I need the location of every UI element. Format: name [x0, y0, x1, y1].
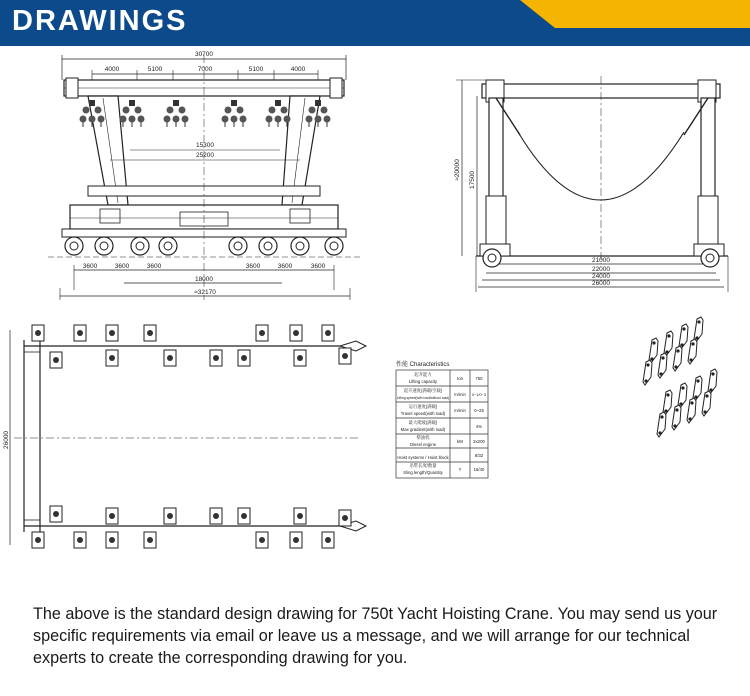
row-5-unit: kW — [456, 439, 464, 444]
dim-height-lift: 17500 — [469, 170, 476, 190]
plan-view-bogies-bottom — [32, 506, 351, 548]
dim-width-21000: 21000 — [591, 257, 611, 264]
description-text: The above is the standard design drawing for 750t Yacht Hoisting Crane. You may send us your specific requirements via email or leave us a message, and we will arrange for our technical experts to create the corresponding drawing for you. — [33, 605, 718, 667]
row-2-value: 0~1/0~3 — [472, 393, 486, 397]
dim-spacing-4: 5100 — [248, 66, 264, 73]
row-7-label: Sling length/Quantity — [403, 470, 443, 475]
dim-wheel-3: 3600 — [146, 263, 162, 270]
dim-wheel-1: 3600 — [82, 263, 98, 270]
row-3-label-cn: 运行速度(满载) — [408, 404, 438, 409]
characteristics-title: 性能 Characteristics — [396, 362, 450, 368]
dim-wheel-4: 3600 — [245, 263, 261, 270]
dim-spacing-5: 4000 — [290, 66, 306, 73]
row-5-value: 2x200 — [473, 439, 485, 444]
dim-width-22000: 22000 — [591, 266, 611, 273]
row-5-label-cn: 柴油机 — [416, 435, 430, 440]
lifting-slings-illustration — [643, 317, 717, 437]
row-1-label-cn: 起升能力 — [414, 372, 432, 377]
row-3-label: Travel speed(with load) — [400, 411, 446, 416]
dim-width-24000: 24000 — [591, 273, 611, 280]
row-7-label-cn: 吊带长度/数量 — [409, 463, 437, 468]
row-1-label: Lifting capacity — [408, 379, 438, 384]
row-2-label-cn: 起升速度(满载/空载) — [403, 388, 443, 393]
row-6-label: Hoist systems / Hoist block — [397, 455, 449, 460]
dim-inner-span-1: 15300 — [195, 142, 215, 149]
header-banner — [0, 0, 750, 46]
dim-wheel-6: 3600 — [310, 263, 326, 270]
row-2-label: Lifting speed(with load/without load) — [396, 396, 450, 400]
dim-spacing-2: 5100 — [147, 66, 163, 73]
dim-wheel-2: 3600 — [114, 263, 130, 270]
row-5-label: Diesel engine — [409, 442, 437, 447]
row-1-unit: ton — [457, 376, 463, 381]
dim-total-length: ≈32170 — [194, 289, 216, 296]
row-3-value: 0~25 — [474, 408, 484, 413]
row-1-value: 750 — [475, 376, 483, 381]
row-4-value: 4% — [475, 424, 483, 429]
dim-inner-span-2: 25200 — [195, 152, 215, 159]
dim-plan-width: 26000 — [3, 430, 10, 450]
row-2-unit: m/min — [454, 392, 466, 397]
dim-overall-width: 30700 — [194, 51, 214, 58]
page-title: DRAWINGS — [12, 5, 188, 37]
row-4-label-cn: 最大爬坡(满载) — [408, 420, 438, 425]
dim-spacing-1: 4000 — [104, 66, 120, 73]
row-6-value: 8/32 — [474, 453, 484, 458]
row-7-unit: Y — [458, 467, 462, 472]
dim-height-total: ≈20000 — [454, 159, 461, 181]
plan-view — [10, 330, 366, 545]
dim-wheel-base: 18000 — [194, 276, 214, 283]
technical-drawing — [0, 46, 750, 596]
side-view-dimensions — [454, 159, 610, 287]
row-7-value: 16/40 — [473, 467, 485, 472]
dim-wheel-5: 3600 — [277, 263, 293, 270]
dim-width-26000: 26000 — [591, 280, 611, 287]
row-4-label: Max gradient(with load) — [400, 427, 446, 432]
row-3-unit: m/min — [454, 408, 466, 413]
dim-spacing-3: 7000 — [197, 66, 213, 73]
